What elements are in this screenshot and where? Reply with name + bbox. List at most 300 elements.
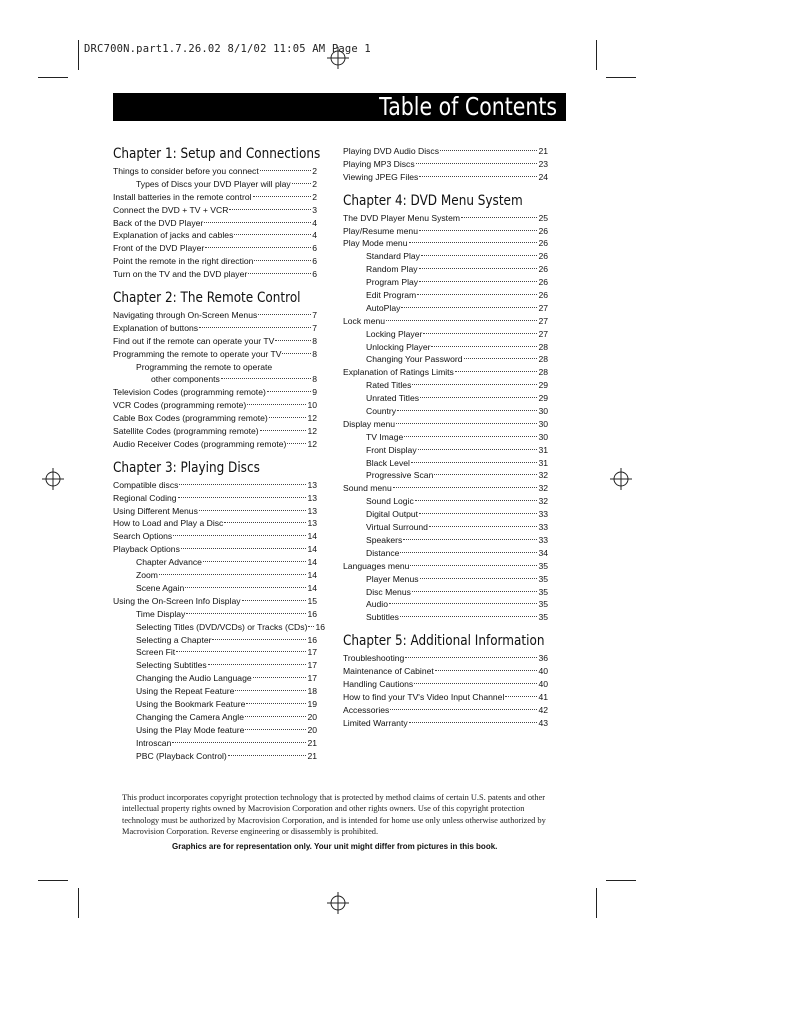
crop-mark bbox=[596, 888, 597, 918]
toc-entry bbox=[113, 322, 317, 335]
toc-entry-title: Progressive Scan bbox=[366, 470, 434, 481]
dot-leader bbox=[221, 378, 311, 379]
dot-leader bbox=[248, 273, 311, 274]
toc-entry bbox=[343, 315, 548, 328]
toc-entry-title: Distance bbox=[366, 547, 400, 558]
registration-mark-bottom bbox=[327, 892, 349, 914]
toc-entry bbox=[113, 492, 317, 505]
toc-entry-page: 28 bbox=[538, 354, 548, 365]
toc-entry bbox=[113, 711, 317, 724]
toc-entry bbox=[343, 276, 548, 289]
toc-entry-page: 2 bbox=[312, 191, 317, 202]
toc-entry-page: 35 bbox=[538, 612, 548, 623]
toc-entry-title: Random Play bbox=[366, 264, 418, 275]
toc-entry-page: 12 bbox=[307, 413, 317, 424]
toc-entry-title: Audio bbox=[366, 599, 388, 610]
toc-entry-page: 13 bbox=[307, 479, 317, 490]
chapter-heading: Chapter 4: DVD Menu System bbox=[343, 192, 523, 209]
toc-entry-page: 28 bbox=[538, 341, 548, 352]
toc-entry bbox=[343, 263, 548, 276]
toc-entry-title: Cable Box Codes (programming remote) bbox=[113, 413, 268, 424]
toc-entry bbox=[113, 361, 317, 374]
toc-entry bbox=[343, 611, 548, 624]
page-title: Table of Contents bbox=[378, 92, 557, 121]
dot-leader bbox=[429, 526, 537, 527]
toc-entry-title: Program Play bbox=[366, 277, 419, 288]
dot-leader bbox=[178, 497, 307, 498]
toc-entry-title: Using Different Menus bbox=[113, 505, 198, 516]
toc-entry-page: 25 bbox=[538, 212, 548, 223]
dot-leader bbox=[389, 603, 537, 604]
toc-entry-page: 33 bbox=[538, 509, 548, 520]
toc-entry bbox=[113, 724, 317, 737]
dot-leader bbox=[254, 260, 311, 261]
dot-leader bbox=[412, 384, 537, 385]
toc-entry bbox=[113, 229, 317, 242]
toc-entry-title: PBC (Playback Control) bbox=[136, 750, 227, 761]
toc-entry bbox=[343, 598, 548, 611]
dot-leader bbox=[411, 462, 537, 463]
toc-entry-title: Search Options bbox=[113, 531, 173, 542]
toc-entry-page: 6 bbox=[312, 243, 317, 254]
toc-entry-title: Playback Options bbox=[113, 544, 180, 555]
toc-entry-title: Disc Menus bbox=[366, 586, 411, 597]
toc-entry-title: Chapter Advance bbox=[136, 557, 202, 568]
toc-entry bbox=[343, 302, 548, 315]
toc-entry bbox=[343, 560, 548, 573]
toc-entry-title: AutoPlay bbox=[366, 302, 401, 313]
toc-entry-page: 41 bbox=[538, 691, 548, 702]
toc-entry-title: Selecting a Chapter bbox=[136, 634, 212, 645]
toc-entry-title: Using the Play Mode feature bbox=[136, 724, 245, 735]
toc-entry-title: Scene Again bbox=[136, 582, 185, 593]
toc-entry bbox=[343, 289, 548, 302]
dot-leader bbox=[212, 639, 306, 640]
registration-mark-top bbox=[327, 47, 349, 69]
toc-entry-title: Country bbox=[366, 406, 397, 417]
toc-entry-page: 43 bbox=[538, 717, 548, 728]
toc-entry bbox=[113, 737, 317, 750]
copyright-notice: This product incorporates copyright protection technology that is protected by method claims of certain U.S. patents and other intellectual property rights owned by Macrovision Corporation and other rights owners. Use of this copyright protection technology must be authorized by Macrovision Corporation, and is intended for home use only unless otherwise authorized by Macrovision Corporation. Reverse engineering or disassembly is prohibited. bbox=[122, 793, 546, 837]
toc-entry-page: 13 bbox=[307, 505, 317, 516]
toc-entry-page: 23 bbox=[538, 158, 548, 169]
toc-entry-title: TV Image bbox=[366, 431, 404, 442]
crop-mark bbox=[596, 40, 597, 70]
toc-entry-title: Display menu bbox=[343, 418, 396, 429]
toc-entry bbox=[343, 158, 548, 171]
crop-mark bbox=[78, 40, 79, 70]
toc-entry-title: Introscan bbox=[136, 737, 172, 748]
dot-leader bbox=[242, 600, 307, 601]
toc-entry-title: Lock menu bbox=[343, 315, 386, 326]
dot-leader bbox=[418, 449, 538, 450]
toc-entry bbox=[113, 582, 317, 595]
toc-entry-page: 18 bbox=[307, 686, 317, 697]
dot-leader bbox=[404, 436, 537, 437]
toc-entry-title: Satellite Codes (programming remote) bbox=[113, 426, 259, 437]
toc-entry-page: 32 bbox=[538, 483, 548, 494]
toc-entry-page: 33 bbox=[538, 522, 548, 533]
dot-leader bbox=[287, 443, 306, 444]
toc-entry bbox=[343, 145, 548, 158]
dot-leader bbox=[393, 487, 538, 488]
toc-entry bbox=[343, 353, 548, 366]
toc-entry bbox=[113, 217, 317, 230]
toc-entry bbox=[113, 569, 317, 582]
toc-entry bbox=[343, 457, 548, 470]
toc-entry bbox=[343, 341, 548, 354]
toc-entry-page: 27 bbox=[538, 328, 548, 339]
registration-mark-right bbox=[610, 468, 632, 490]
toc-entry-title: Troubleshooting bbox=[343, 653, 405, 664]
toc-entry-page: 30 bbox=[538, 406, 548, 417]
crop-mark bbox=[38, 77, 68, 78]
toc-entry-page: 21 bbox=[307, 750, 317, 761]
dot-leader bbox=[208, 664, 307, 665]
toc-entry bbox=[343, 652, 548, 665]
toc-entry-page: 17 bbox=[307, 660, 317, 671]
toc-entry-title: Languages menu bbox=[343, 560, 410, 571]
toc-entry-page: 27 bbox=[538, 302, 548, 313]
toc-entry-page: 14 bbox=[307, 570, 317, 581]
toc-entry-title: Accessories bbox=[343, 704, 390, 715]
dot-leader bbox=[260, 170, 312, 171]
dot-leader bbox=[461, 217, 537, 218]
dot-leader bbox=[267, 391, 311, 392]
toc-entry-title: Rated Titles bbox=[366, 380, 412, 391]
chapter-heading: Chapter 5: Additional Information bbox=[343, 633, 545, 650]
toc-entry-page: 2 bbox=[312, 166, 317, 176]
toc-entry bbox=[343, 534, 548, 547]
chapter-heading: Chapter 1: Setup and Connections bbox=[113, 146, 321, 162]
toc-entry-page: 31 bbox=[538, 444, 548, 455]
toc-entry bbox=[343, 573, 548, 586]
toc-entry-title: Speakers bbox=[366, 534, 403, 545]
dot-leader bbox=[420, 578, 538, 579]
toc-entry bbox=[343, 444, 548, 457]
toc-entry bbox=[343, 586, 548, 599]
toc-entry bbox=[343, 418, 548, 431]
toc-entry-title: Playing MP3 Discs bbox=[343, 158, 415, 169]
dot-leader bbox=[179, 484, 306, 485]
toc-entry-page: 15 bbox=[307, 595, 317, 606]
toc-entry-page: 32 bbox=[538, 470, 548, 481]
dot-leader bbox=[245, 729, 306, 730]
toc-entry-title: Using the On-Screen Info Display bbox=[113, 595, 241, 606]
toc-entry-page: 14 bbox=[307, 544, 317, 555]
toc-entry-page: 42 bbox=[538, 704, 548, 715]
dot-leader bbox=[414, 683, 537, 684]
dot-leader bbox=[245, 716, 306, 717]
dot-leader bbox=[246, 703, 306, 704]
dot-leader bbox=[186, 613, 306, 614]
toc-entry-page: 26 bbox=[538, 238, 548, 249]
toc-entry-title: How to Load and Play a Disc bbox=[113, 518, 224, 529]
toc-entry bbox=[343, 212, 548, 225]
dot-leader bbox=[228, 755, 307, 756]
toc-entry bbox=[113, 634, 317, 647]
toc-entry bbox=[343, 392, 548, 405]
dot-leader bbox=[417, 294, 537, 295]
dot-leader bbox=[204, 222, 311, 223]
toc-entry-title: Selecting Titles (DVD/VCDs) or Tracks (CDs) bbox=[136, 621, 308, 632]
toc-entry-title: Types of Discs your DVD Player will play bbox=[136, 178, 291, 189]
toc-entry bbox=[343, 250, 548, 263]
toc-entry bbox=[343, 495, 548, 508]
toc-entry-title: Sound Logic bbox=[366, 496, 414, 507]
toc-entry-title: Things to consider before you connect bbox=[113, 166, 259, 176]
dot-leader bbox=[386, 320, 537, 321]
dot-leader bbox=[199, 327, 311, 328]
toc-entry-title: Compatible discs bbox=[113, 479, 179, 490]
toc-right-column bbox=[343, 145, 548, 730]
toc-entry bbox=[343, 379, 548, 392]
toc-entry-page: 29 bbox=[538, 393, 548, 404]
toc-entry-title: Virtual Surround bbox=[366, 522, 428, 533]
toc-entry-page: 8 bbox=[312, 348, 317, 359]
toc-entry-page: 6 bbox=[312, 269, 317, 280]
dot-leader bbox=[275, 340, 311, 341]
title-bar bbox=[113, 93, 566, 121]
toc-entry-title: Unrated Titles bbox=[366, 393, 420, 404]
toc-entry bbox=[113, 178, 317, 191]
toc-entry bbox=[113, 399, 317, 412]
toc-entry-title: Back of the DVD Player bbox=[113, 217, 204, 228]
dot-leader bbox=[419, 176, 537, 177]
toc-entry bbox=[113, 373, 317, 386]
dot-leader bbox=[400, 552, 537, 553]
toc-entry-title: Zoom bbox=[136, 570, 158, 581]
toc-entry bbox=[113, 517, 317, 530]
toc-entry-title: Find out if the remote can operate your TV bbox=[113, 335, 275, 346]
toc-entry-title: Audio Receiver Codes (programming remote) bbox=[113, 438, 287, 449]
dot-leader bbox=[423, 333, 537, 334]
toc-entry-title: Subtitles bbox=[366, 612, 399, 623]
toc-entry bbox=[113, 425, 317, 438]
dot-leader bbox=[409, 722, 538, 723]
toc-entry-page: 3 bbox=[312, 204, 317, 215]
dot-leader bbox=[390, 709, 537, 710]
toc-entry bbox=[343, 225, 548, 238]
toc-entry-page: 13 bbox=[307, 492, 317, 503]
toc-entry bbox=[113, 505, 317, 518]
toc-entry bbox=[113, 191, 317, 204]
toc-entry bbox=[113, 204, 317, 217]
dot-leader bbox=[253, 677, 307, 678]
crop-mark bbox=[78, 888, 79, 918]
toc-entry-title: Selecting Subtitles bbox=[136, 660, 207, 671]
dot-leader bbox=[203, 561, 307, 562]
toc-entry-page: 14 bbox=[307, 531, 317, 542]
toc-entry-title: Edit Program bbox=[366, 290, 417, 301]
dot-leader bbox=[260, 430, 307, 431]
toc-entry-title: Programming the remote to operate your TV bbox=[113, 348, 282, 359]
dot-leader bbox=[269, 417, 307, 418]
toc-entry-page: 26 bbox=[538, 277, 548, 288]
dot-leader bbox=[159, 574, 306, 575]
toc-entry-page: 35 bbox=[538, 573, 548, 584]
toc-entry-page: 21 bbox=[538, 146, 548, 156]
toc-entry bbox=[343, 704, 548, 717]
dot-leader bbox=[396, 423, 537, 424]
toc-entry-title: Time Display bbox=[136, 608, 186, 619]
toc-entry-title: Using the Repeat Feature bbox=[136, 686, 235, 697]
toc-entry-title: other components bbox=[151, 374, 220, 385]
toc-entry-title: Front Display bbox=[366, 444, 417, 455]
toc-entry-page: 26 bbox=[538, 290, 548, 301]
dot-leader bbox=[415, 500, 538, 501]
toc-entry-title: Explanation of jacks and cables bbox=[113, 230, 234, 241]
dot-leader bbox=[234, 234, 311, 235]
dot-leader bbox=[403, 539, 537, 540]
toc-entry-title: How to find your TV's Video Input Channel bbox=[343, 691, 505, 702]
toc-entry-page: 26 bbox=[538, 251, 548, 262]
chapter-heading: Chapter 2: The Remote Control bbox=[113, 290, 301, 307]
dot-leader bbox=[419, 230, 537, 231]
toc-entry bbox=[343, 431, 548, 444]
toc-entry-page: 14 bbox=[307, 557, 317, 568]
toc-entry bbox=[343, 665, 548, 678]
dot-leader bbox=[229, 209, 311, 210]
toc-entry-page: 7 bbox=[312, 310, 317, 321]
crop-mark bbox=[606, 880, 636, 881]
toc-entry bbox=[113, 255, 317, 268]
toc-entry-title: Playing DVD Audio Discs bbox=[343, 146, 440, 156]
toc-entry bbox=[343, 469, 548, 482]
toc-entry-page: 35 bbox=[538, 560, 548, 571]
toc-entry bbox=[343, 171, 548, 184]
toc-entry bbox=[343, 366, 548, 379]
toc-entry-title: Turn on the TV and the DVD player bbox=[113, 269, 248, 280]
dot-leader bbox=[421, 255, 537, 256]
print-slug: DRC700N.part1.7.26.02 8/1/02 11:05 AM Page 1 bbox=[84, 43, 371, 55]
toc-entry-title: Sound menu bbox=[343, 483, 392, 494]
dot-leader bbox=[205, 247, 311, 248]
dot-leader bbox=[420, 397, 537, 398]
dot-leader bbox=[416, 163, 538, 164]
toc-entry bbox=[113, 595, 317, 608]
toc-entry-title: Point the remote in the right direction bbox=[113, 256, 254, 267]
toc-entry-title: Changing the Camera Angle bbox=[136, 711, 244, 722]
toc-entry-page: 28 bbox=[538, 367, 548, 378]
toc-entry-page: 40 bbox=[538, 678, 548, 689]
toc-entry-page: 12 bbox=[307, 438, 317, 449]
toc-entry bbox=[343, 482, 548, 495]
toc-entry bbox=[113, 438, 317, 451]
toc-entry-title: Viewing JPEG Files bbox=[343, 171, 419, 182]
dot-leader bbox=[410, 565, 537, 566]
dot-leader bbox=[435, 670, 538, 671]
toc-entry-title: Digital Output bbox=[366, 509, 419, 520]
crop-mark bbox=[606, 77, 636, 78]
dot-leader bbox=[176, 651, 306, 652]
dot-leader bbox=[412, 591, 538, 592]
dot-leader bbox=[292, 183, 311, 184]
toc-entry bbox=[113, 348, 317, 361]
toc-left-column bbox=[113, 143, 325, 762]
toc-entry-page: 35 bbox=[538, 599, 548, 610]
toc-entry-page: 24 bbox=[538, 171, 548, 182]
dot-leader bbox=[401, 307, 537, 308]
toc-entry bbox=[343, 508, 548, 521]
dot-leader bbox=[419, 281, 537, 282]
toc-entry bbox=[113, 412, 317, 425]
toc-entry-title: Explanation of Ratings Limits bbox=[343, 367, 454, 378]
toc-entry bbox=[343, 521, 548, 534]
toc-entry bbox=[113, 608, 317, 621]
toc-entry-title: Explanation of buttons bbox=[113, 322, 199, 333]
toc-entry-page: 14 bbox=[307, 582, 317, 593]
dot-leader bbox=[409, 242, 538, 243]
toc-entry-page: 17 bbox=[307, 647, 317, 658]
toc-entry-page: 7 bbox=[312, 322, 317, 333]
toc-entry bbox=[113, 621, 325, 634]
toc-entry-title: Limited Warranty bbox=[343, 717, 408, 728]
toc-entry-page: 9 bbox=[312, 387, 317, 398]
dot-leader bbox=[199, 510, 307, 511]
toc-entry-page: 32 bbox=[538, 496, 548, 507]
dot-leader bbox=[185, 587, 306, 588]
toc-entry-page: 12 bbox=[307, 426, 317, 437]
toc-entry-page: 16 bbox=[307, 608, 317, 619]
toc-entry-title: Play Mode menu bbox=[343, 238, 408, 249]
toc-entry-page: 10 bbox=[307, 400, 317, 411]
toc-entry bbox=[113, 335, 317, 348]
crop-mark bbox=[38, 880, 68, 881]
dot-leader bbox=[173, 535, 306, 536]
toc-entry bbox=[113, 698, 317, 711]
dot-leader bbox=[440, 150, 537, 151]
toc-entry-page: 4 bbox=[312, 217, 317, 228]
toc-entry bbox=[113, 479, 317, 492]
toc-entry-page: 27 bbox=[538, 315, 548, 326]
toc-entry-title: Programming the remote to operate bbox=[136, 361, 273, 372]
dot-leader bbox=[308, 626, 314, 627]
toc-entry bbox=[113, 685, 317, 698]
toc-entry-page: 2 bbox=[312, 178, 317, 189]
dot-leader bbox=[434, 474, 537, 475]
toc-entry-page: 6 bbox=[312, 256, 317, 267]
toc-entry-title: Regional Coding bbox=[113, 492, 177, 503]
dot-leader bbox=[431, 346, 537, 347]
toc-entry-page: 36 bbox=[538, 653, 548, 664]
toc-entry bbox=[113, 659, 317, 672]
toc-entry bbox=[113, 543, 317, 556]
toc-entry-page: 31 bbox=[538, 457, 548, 468]
toc-entry bbox=[343, 717, 548, 730]
dot-leader bbox=[181, 548, 307, 549]
toc-entry bbox=[343, 328, 548, 341]
toc-entry-page: 30 bbox=[538, 431, 548, 442]
toc-entry-page: 30 bbox=[538, 418, 548, 429]
dot-leader bbox=[247, 404, 306, 405]
toc-entry-page: 26 bbox=[538, 264, 548, 275]
toc-entry-title: Maintenance of Cabinet bbox=[343, 666, 434, 677]
toc-entry-page: 20 bbox=[307, 724, 317, 735]
toc-entry-title: Front of the DVD Player bbox=[113, 243, 205, 254]
toc-entry bbox=[113, 268, 317, 281]
toc-entry-page: 34 bbox=[538, 547, 548, 558]
toc-entry-title: Navigating through On-Screen Menus bbox=[113, 310, 258, 321]
toc-entry-title: Using the Bookmark Feature bbox=[136, 698, 246, 709]
toc-entry bbox=[113, 242, 317, 255]
dot-leader bbox=[172, 742, 306, 743]
toc-entry-page: 29 bbox=[538, 380, 548, 391]
toc-entry-title: Connect the DVD + TV + VCR bbox=[113, 204, 229, 215]
toc-entry-title: Screen Fit bbox=[136, 647, 176, 658]
toc-entry-page: 40 bbox=[538, 666, 548, 677]
toc-entry-page: 35 bbox=[538, 586, 548, 597]
